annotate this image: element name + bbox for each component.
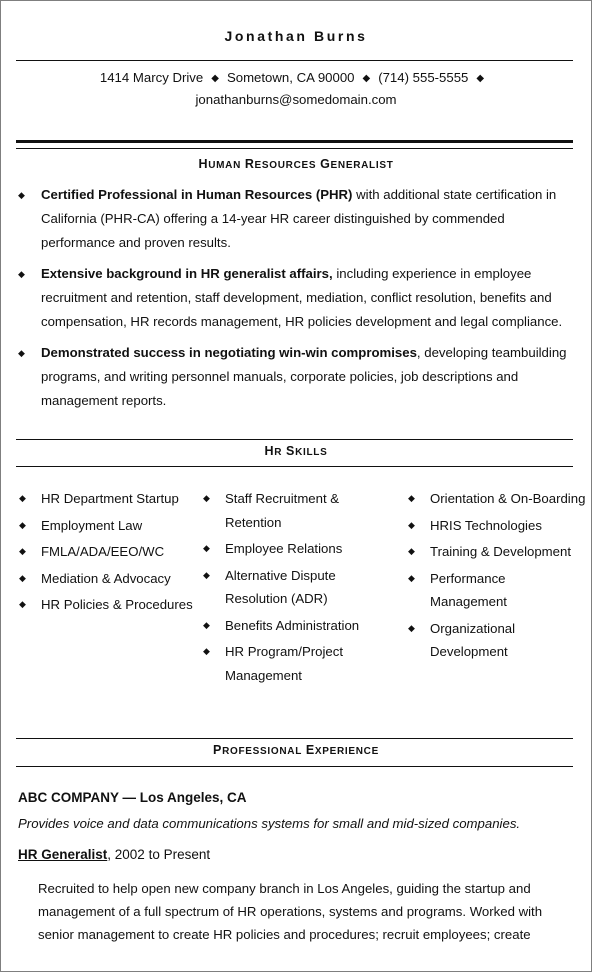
diamond-bullet-icon: ◆	[408, 622, 415, 633]
skill-item	[406, 567, 586, 614]
skill-label: Staff Recruitment & Retention	[225, 491, 340, 530]
skill-item	[201, 640, 391, 687]
skill-item	[17, 593, 197, 617]
skill-item	[406, 540, 586, 564]
contact-block	[1, 67, 591, 110]
summary-item-text: including experience in employee recruitment and retention, staff development, mediation, conflict resolution, benefits and compensation, HR records management, HR policies development and legal compliance.	[41, 266, 563, 329]
diamond-bullet-icon: ◆	[19, 519, 26, 530]
diamond-separator-icon: ◆	[362, 73, 371, 84]
city-text: Sometown, CA 90000	[226, 70, 355, 85]
skill-item	[17, 540, 197, 564]
diamond-bullet-icon: ◆	[408, 572, 415, 583]
experience-title-text: PROFESSIONAL EXPERIENCE	[213, 743, 379, 757]
summary-item-text: , developing teambuilding programs, and writing personnel manuals, corporate policies, job descriptions and management reports.	[41, 345, 567, 408]
diamond-bullet-icon: ◆	[19, 546, 26, 556]
header-divider	[16, 60, 573, 61]
summary-item	[16, 341, 576, 413]
skill-label: Organizational Development	[430, 620, 516, 659]
diamond-bullet-icon: ◆	[408, 546, 415, 556]
phone-text: (714) 555-5555	[378, 70, 469, 85]
summary-item-text: with additional state certification in California (PHR-CA) offering a 14-year HR career distinguished by commended performance and proven results.	[41, 187, 557, 250]
skill-label: Performance Management	[430, 570, 507, 609]
skill-item	[406, 617, 586, 664]
skill-item	[406, 514, 586, 538]
skill-label: HR Program/Project Management	[225, 644, 343, 683]
skill-item	[406, 487, 586, 511]
skills-column-3	[406, 487, 586, 667]
address-text: 1414 Marcy Drive	[99, 70, 204, 85]
summary-title	[1, 157, 591, 171]
skill-label: HRIS Technologies	[430, 517, 542, 533]
skills-top-divider	[16, 439, 573, 440]
job-heading	[18, 847, 210, 862]
candidate-name: Jonathan Burns	[224, 28, 368, 44]
diamond-bullet-icon: ◆	[18, 190, 25, 200]
skill-item	[201, 537, 391, 561]
diamond-bullet-icon: ◆	[203, 646, 210, 656]
skills-title	[1, 444, 591, 458]
summary-item-bold: Demonstrated success in negotiating win-win compromises	[41, 345, 417, 360]
job-title: HR Generalist	[18, 847, 108, 862]
job-description: Recruited to help open new company branch in Los Angeles, guiding the startup and management of a full spectrum of HR operations, systems and programs. Worked with senior management to create HR policies and procedures; recruit employees; create	[38, 881, 543, 942]
summary-item-bold: Extensive background in HR generalist affairs,	[41, 266, 333, 281]
diamond-bullet-icon: ◆	[203, 543, 210, 553]
skills-column-1	[17, 487, 197, 620]
skill-item	[201, 487, 391, 534]
skill-item	[201, 614, 391, 638]
diamond-separator-icon: ◆	[211, 73, 219, 84]
email-text: jonathanburns@somedomain.com	[195, 92, 397, 107]
diamond-bullet-icon: ◆	[203, 619, 210, 630]
skill-item	[17, 514, 197, 538]
skill-item	[17, 487, 197, 511]
contact-line	[1, 67, 591, 89]
skill-label: FMLA/ADA/EEO/WC	[41, 544, 165, 559]
skill-label: Employee Relations	[225, 541, 343, 556]
diamond-separator-icon: ◆	[476, 73, 485, 84]
skills-bottom-divider	[16, 466, 573, 467]
diamond-bullet-icon: ◆	[203, 493, 210, 503]
summary-item-bold: Certified Professional in Human Resources (PHR)	[41, 187, 353, 202]
skill-label: HR Policies & Procedures	[41, 597, 193, 612]
skill-label: Mediation & Advocacy	[41, 570, 171, 586]
summary-item	[16, 183, 576, 255]
diamond-bullet-icon: ◆	[18, 269, 25, 279]
diamond-bullet-icon: ◆	[408, 519, 415, 530]
skill-item	[17, 567, 197, 591]
summary-item	[16, 262, 576, 334]
company-description: Provides voice and data communications systems for small and mid-sized companies.	[18, 816, 521, 831]
skill-label: Employment Law	[41, 517, 143, 533]
summary-list	[16, 183, 576, 420]
skills-title-text: HR SKILLS	[264, 444, 328, 458]
diamond-bullet-icon: ◆	[19, 599, 26, 609]
job-dates: , 2002 to Present	[107, 847, 211, 862]
skill-label: Training & Development	[430, 544, 571, 559]
diamond-bullet-icon: ◆	[408, 493, 415, 503]
diamond-bullet-icon: ◆	[203, 569, 210, 580]
skill-item	[201, 564, 391, 611]
experience-title	[1, 743, 591, 757]
skill-label: Benefits Administration	[225, 617, 360, 633]
skill-label: Alternative Dispute Resolution (ADR)	[225, 567, 336, 606]
summary-title-text: HUMAN RESOURCES GENERALIST	[198, 157, 394, 171]
experience-top-divider	[16, 738, 573, 739]
diamond-bullet-icon: ◆	[19, 572, 26, 583]
company-name: ABC COMPANY — Los Angeles, CA	[18, 790, 247, 805]
skills-column-2	[201, 487, 391, 690]
thin-divider	[16, 148, 573, 149]
diamond-bullet-icon: ◆	[18, 348, 25, 358]
experience-bottom-divider	[16, 766, 573, 767]
thick-divider	[16, 140, 573, 143]
skill-label: HR Department Startup	[41, 491, 179, 506]
diamond-bullet-icon: ◆	[19, 493, 26, 503]
skill-label: Orientation & On-Boarding	[430, 491, 586, 506]
